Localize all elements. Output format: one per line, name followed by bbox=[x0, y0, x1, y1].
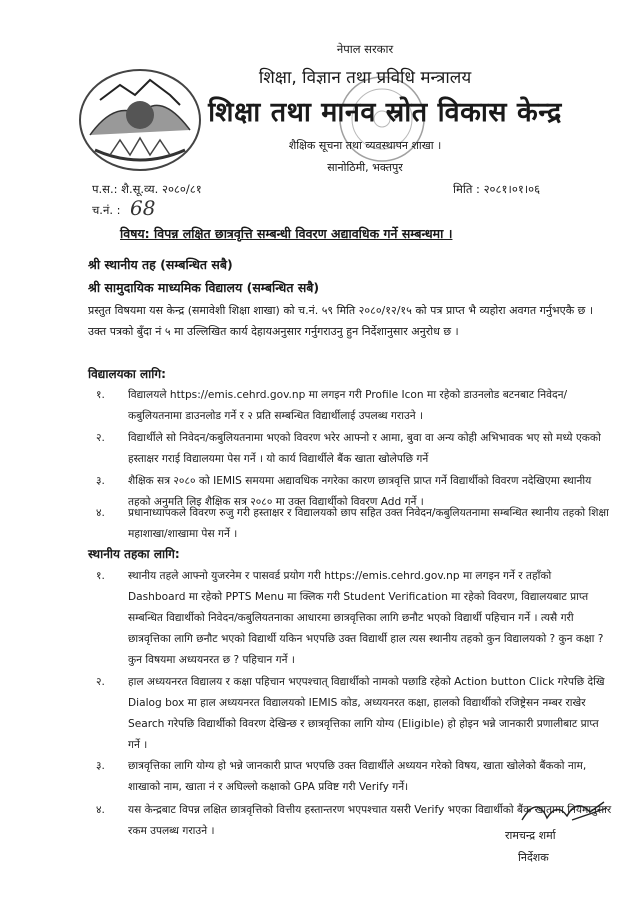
addressee-schools: श्री सामुदायिक माध्यमिक विद्यालय (सम्बन्धित सबै) bbox=[88, 280, 320, 295]
addressee-local-level: श्री स्थानीय तह (सम्बन्धित सबै) bbox=[88, 257, 233, 272]
signatory-title: निर्देशक bbox=[518, 851, 549, 864]
item-text: छात्रवृत्तिका लागि योग्य हो भन्ने जानकारी प्राप्त भएपछि उक्त विद्यार्थीले अध्ययन गरेको विषय, खाता खोलेको बैंकको नाम, शाखाको नाम, खाता नं र अघिल्लो कक्षाको GPA प्रविष्ट गरी Verify गर्ने। bbox=[128, 760, 587, 793]
item-number: ४. bbox=[96, 804, 105, 816]
section-name: शैक्षिक सूचना तथा व्यवस्थापन शाखा । bbox=[288, 139, 442, 152]
item-number: २. bbox=[96, 676, 105, 688]
letter-reference: प.स.: शै.सू.व्य. २०८०/८१ bbox=[92, 182, 202, 196]
local-level-section-heading: स्थानीय तहका लागि: bbox=[88, 547, 180, 561]
item-text: शैक्षिक सत्र २०८० को IEMIS समयमा अद्यावधिक नगरेका कारण छात्रवृत्ति प्राप्त गर्ने विद्यार्थीको विवरण नदेखिएमा स्थानीय तहको अनुमति लिइ शैक्षिक सत्र २०८० मा उक्त विद्यार्थीको विवरण Add गर्ने । bbox=[128, 475, 592, 508]
dispatch-number-handwritten: 68 bbox=[130, 196, 156, 220]
item-text: यस केन्द्रबाट विपन्न लक्षित छात्रवृत्तिको वित्तीय हस्तान्तरण भएपश्चात यसरी Verify भएका विद्यार्थीको बैंक खातामा नियमानुसार रकम उपलब्ध गराउने । bbox=[128, 804, 612, 837]
letter-subject: विषय: विपन्न लक्षित छात्रवृत्ति सम्बन्धी विवरण अद्यावधिक गर्ने सम्बन्धमा । bbox=[120, 226, 453, 241]
item-text: विद्यालयले https://emis.cehrd.gov.np मा लगइन गरी Profile Icon मा रहेको डाउनलोड बटनबाट निवेदन/कबुलियतनामा डाउनलोड गर्ने र २ प्रति सम्बन्धित विद्यार्थीलाई उपलब्ध गराउने । bbox=[128, 389, 568, 422]
item-text: हाल अध्ययनरत विद्यालय र कक्षा पहिचान भएपश्चात् विद्यार्थीको नामको पछाडि रहेको Action button Click गरेपछि देखि Dialog box मा हाल अध्ययनरत विद्यालयको IEMIS कोड, अध्ययनरत कक्षा, हालको विद्यार्थीको रजिष्ट्रेसन नम्बर राखेर Search गरेपछि विद्यार्थीको विवरण देखिन्छ र छात्रवृत्तिका लागि योग्य (Eligible) हो होइन भन्ने जानकारी प्रणालीबाट प्राप्त गर्ने । bbox=[128, 676, 605, 751]
school-section-heading: विद्यालयका लागि: bbox=[88, 367, 166, 381]
signature-icon bbox=[512, 790, 612, 830]
item-number: ३. bbox=[96, 760, 105, 772]
item-number: ४. bbox=[96, 507, 105, 519]
item-text: स्थानीय तहले आफ्नो युजरनेम र पासवर्ड प्रयोग गरी https://emis.cehrd.gov.np मा लगइन गर्ने र तहाँको Dashboard मा रहेको PPTS Menu मा क्लिक गरी Student Verification मा रहेको विवरण, विद्यालयबाट प्राप्त सम्बन्धित विद्यार्थीको निवेदन/कबुलियतनाका आधारमा छात्रवृत्तिका लागि छनौट भएको विद्यार्थी पहिचान गर्ने । त्यसै गरी छात्रवृत्तिका लागि छनौट भएको विद्यार्थी यकिन भएपछि उक्त विद्यार्थी हाल त्यस स्थानीय तहको कुन विद्यालयको ? कुन कक्षा ? कुन विषयमा अध्ययनरत छ ? पहिचान गर्ने । bbox=[128, 570, 604, 666]
item-number: १. bbox=[96, 389, 105, 401]
office-address: सानोठिमी, भक्तपुर bbox=[327, 161, 403, 174]
intro-paragraph: प्रस्तुत विषयमा यस केन्द्र (समावेशी शिक्षा शाखा) को च.नं. ५९ मिति २०८०/१२/१५ को पत्र प्राप्त भै व्यहोरा अवगत गर्नुभएकै छ । उक्त पत्रको बुँदा नं ५ मा उल्लिखित कार्य देहायअनुसार गर्नुगराउनु हुन निर्देशानुसार अनुरोध छ । bbox=[88, 304, 594, 338]
center-name: शिक्षा तथा मानव स्रोत विकास केन्द्र bbox=[208, 97, 562, 128]
item-text: प्रधानाध्यापकले विवरण रुजु गरी हस्ताक्षर र विद्यालयको छाप सहित उक्त निवेदन/कबुलियतनामा सम्बन्धित स्थानीय तहको शिक्षा महाशाखा/शाखामा पेस गर्ने । bbox=[128, 507, 609, 540]
item-number: १. bbox=[96, 570, 105, 582]
signatory-name: रामचन्द्र शर्मा bbox=[505, 829, 556, 842]
item-number: ३. bbox=[96, 475, 105, 487]
item-number: २. bbox=[96, 432, 105, 444]
government-name: नेपाल सरकार bbox=[336, 42, 394, 56]
letter-date: मिति : २०८१।०१।०६ bbox=[453, 182, 541, 196]
ministry-name: शिक्षा, विज्ञान तथा प्रविधि मन्त्रालय bbox=[258, 68, 472, 88]
dispatch-number-label: च.नं. : bbox=[92, 203, 121, 217]
item-text: विद्यार्थीले सो निवेदन/कबुलियतनामा भएको विवरण भरेर आफ्नो र आमा, बुवा वा अन्य कोही अभिभावक भए सो मध्ये एकको हस्ताक्षर गराई विद्यालयमा पेस गर्ने । यो कार्य विद्यार्थीले बैंक खाता खोलेपछि गर्ने bbox=[128, 432, 601, 465]
